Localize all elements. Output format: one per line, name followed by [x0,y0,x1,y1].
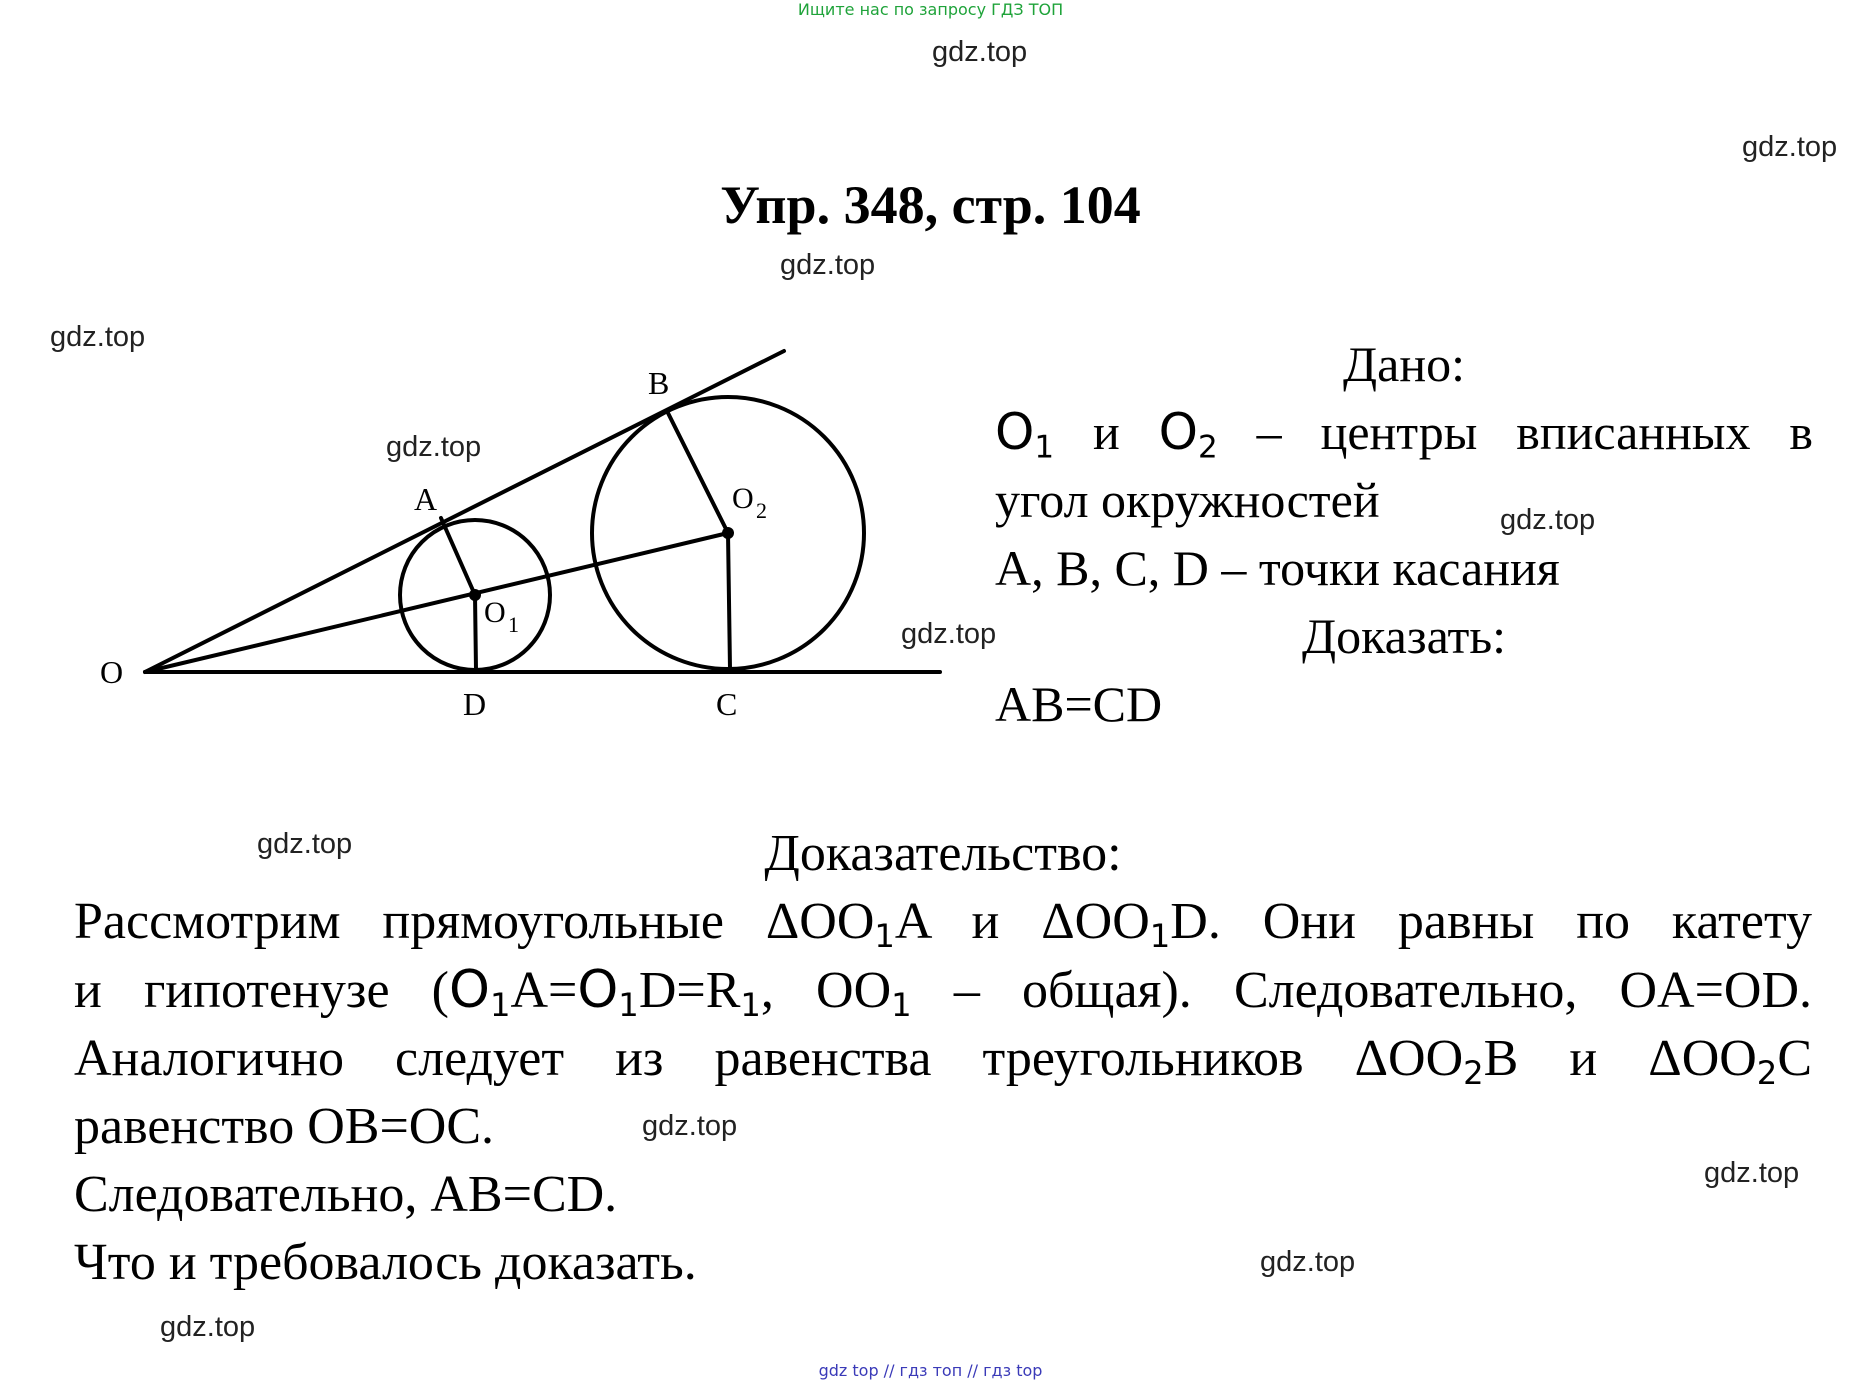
center-line [145,533,728,672]
center-o1-point [469,589,481,601]
top-banner: Ищите нас по запросу ГДЗ ТОП [797,0,1064,19]
watermark: gdz.top [1704,1157,1800,1189]
watermark: gdz.top [1742,131,1838,163]
label-o1-sub: 1 [508,612,519,637]
watermark: gdz.top [780,249,876,281]
given-heading: Дано: [1343,336,1465,392]
proof-line-2: и гипотенузе ($O_1A=O_1D=R_1$, $OO_1$ – общая). Следовательно, OA=OD. [74,960,1813,1025]
proof-line-6: Что и требовалось доказать. [74,1234,697,1291]
proof-line-1: Рассмотрим прямоугольные $\Delta OO_1A$ и $\Delta OO_1D$. Они равны по катету [74,893,1812,956]
label-b: B [648,365,670,401]
label-d: D [463,686,487,722]
prove-heading: Доказать: [1301,608,1507,664]
given-line-1: $O_1$ и $O_2$ – центры вписанных в [995,403,1813,466]
proof-line-5: Следовательно, AB=CD. [74,1166,618,1223]
radius-o1-d [475,595,476,670]
watermark: gdz.top [901,618,997,650]
proof-heading: Доказательство: [764,825,1122,882]
label-o: O [100,654,124,690]
given-line-2: угол окружностей [995,472,1380,528]
proof-line-4: равенство OB=OC. [74,1098,495,1155]
radius-o2-b [667,411,728,533]
watermark: gdz.top [642,1110,738,1142]
label-o1: O [484,596,506,629]
label-a: A [414,481,438,517]
label-c: C [716,686,738,722]
page-title: Упр. 348, стр. 104 [720,175,1141,235]
label-o2-sub: 2 [756,498,767,523]
given-line-3: A, B, C, D – точки касания [995,540,1560,596]
prove-statement: AB=CD [995,676,1163,732]
radius-o2-c [728,533,730,669]
label-o2: O [732,482,754,515]
watermark: gdz.top [160,1311,256,1343]
proof-line-3: Аналогично следует из равенства треугольников $\Delta OO_2B$ и $\Delta OO_2C$ [74,1030,1812,1093]
watermark: gdz.top [50,321,146,353]
watermark: gdz.top [1500,504,1596,536]
radius-o1-a [441,518,475,595]
watermark: gdz.top [386,431,482,463]
watermark: gdz.top [932,36,1028,68]
given-block [995,330,1813,738]
watermark: gdz.top [257,828,353,860]
watermark: gdz.top [1260,1246,1356,1278]
bottom-banner: gdz top // гдз топ // гдз top [818,1361,1043,1380]
proof-block [74,820,1812,1297]
center-o2-point [722,527,734,539]
upper-ray [145,351,784,672]
